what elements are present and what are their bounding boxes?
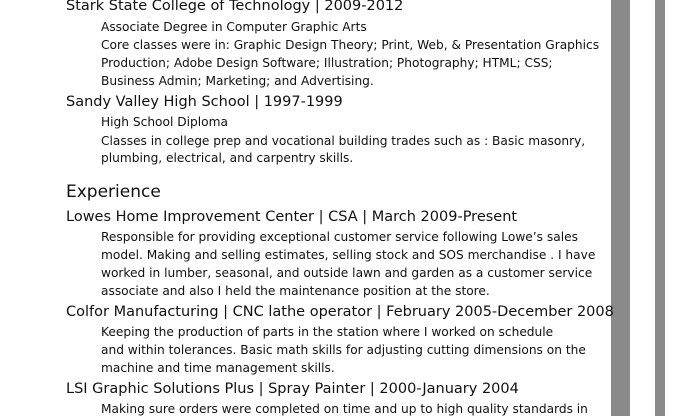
description-line: Core classes were in: Graphic Design Theory; Print, Web, & Presentation Graphics [101,38,600,52]
description-line: plumbing, electrical, and carpentry skills. [101,151,354,165]
job-title: LSI Graphic Solutions Plus | Spray Painter | 2000-January 2004 [66,381,519,397]
description-line: model. Making and selling estimates, selling stock and SOS merchandise . I have [101,248,596,262]
school-title: Sandy Valley High School | 1997-1999 [66,94,343,110]
description-line: and within tolerances. Basic math skills for adjusting cutting dimensions on the [101,343,586,357]
description-line: machine and time management skills. [101,361,335,375]
description-line: Keeping the production of parts in the station where I worked on schedule [101,325,554,339]
description-line: Classes in college prep and vocational building trades such as : Basic masonry, [101,134,586,148]
job-title: Colfor Manufacturing | CNC lathe operator | February 2005-December 2008 [66,304,614,320]
description-line: Making sure orders were completed on time and up to high quality standards in [101,402,588,416]
degree-line: High School Diploma [101,115,228,129]
description-line: associate and also I held the maintenance position at the store. [101,284,490,298]
description-line: Production; Adobe Design Software; Illustration; Photography; HTML; CSS; [101,56,553,70]
description-line: Responsible for providing exceptional customer service following Lowe’s sales [101,230,578,244]
job-title: Lowes Home Improvement Center | CSA | March 2009-Present [66,209,518,225]
school-title: Stark State College of Technology | 2009-2012 [66,0,404,14]
description-line: Business Admin; Marketing; and Advertising. [101,74,374,88]
decorative-vertical-bar [655,0,665,416]
description-line: worked in lumber, seasonal, and outside lawn and garden as a customer service [101,266,593,280]
degree-line: Associate Degree in Computer Graphic Arts [101,20,367,34]
decorative-vertical-bar [611,0,630,416]
section-heading-experience: Experience [66,182,161,202]
